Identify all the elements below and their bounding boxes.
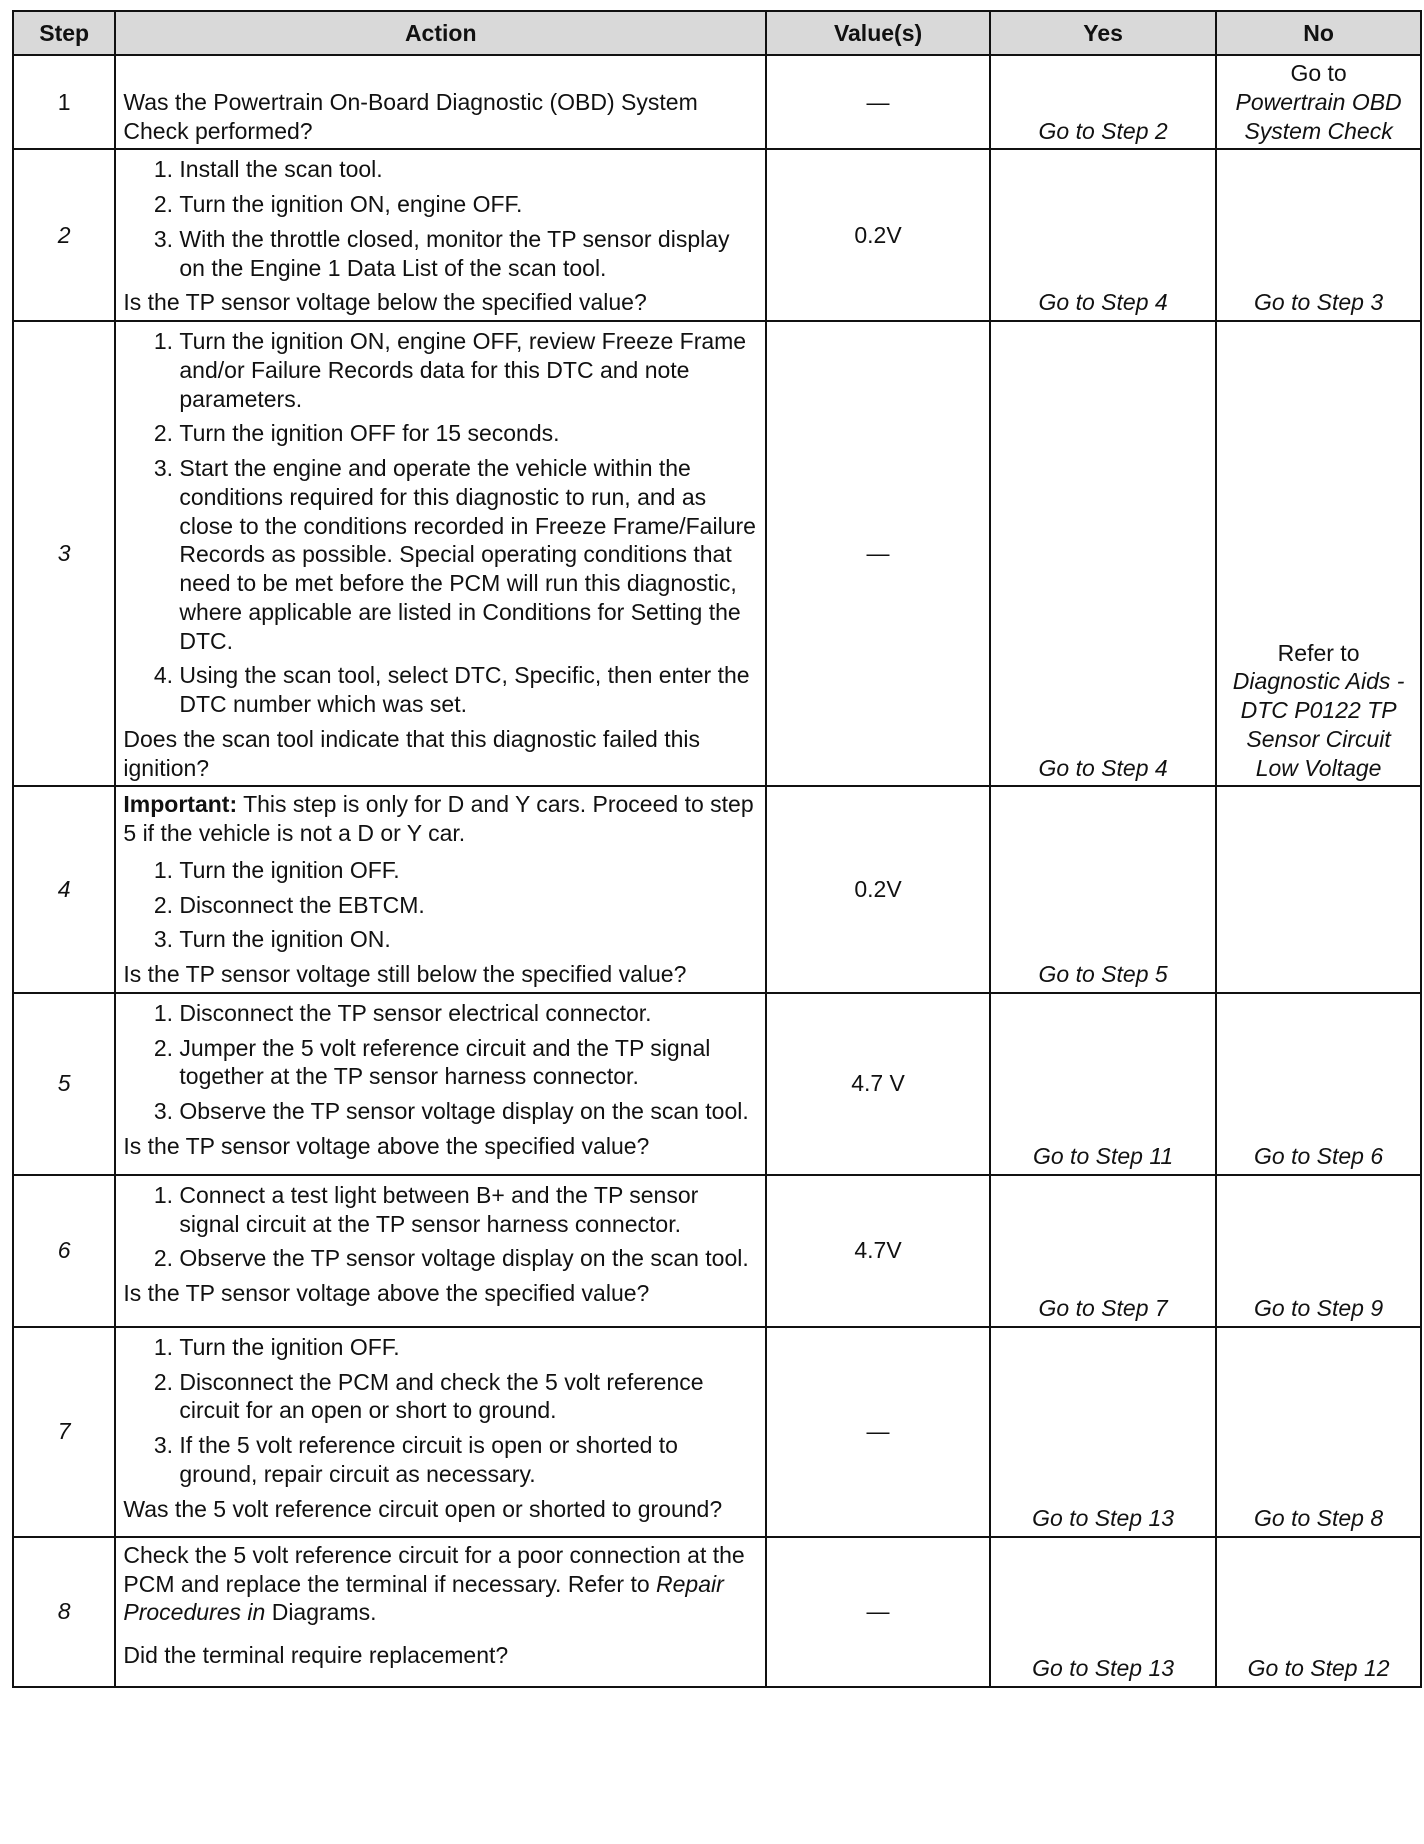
header-action: Action bbox=[115, 11, 766, 55]
yes-cell: Go to Step 5 bbox=[990, 786, 1216, 993]
action-text bbox=[123, 1541, 758, 1627]
action-list bbox=[123, 155, 758, 282]
action-question: Was the Powertrain On-Board Diagnostic (OBD) System Check performed? bbox=[123, 88, 698, 144]
action-question: Is the TP sensor voltage below the specified value? bbox=[123, 289, 647, 316]
important-label: Important: bbox=[123, 791, 238, 818]
no-cell: Go to Step 9 bbox=[1216, 1175, 1421, 1327]
action-cell bbox=[115, 55, 766, 149]
action-cell bbox=[115, 786, 766, 993]
value-cell: — bbox=[766, 55, 990, 149]
header-yes: Yes bbox=[990, 11, 1216, 55]
no-cell: Go to Step 3 bbox=[1216, 149, 1421, 321]
step-number bbox=[13, 993, 115, 1175]
table-row bbox=[13, 1175, 1421, 1327]
action-cell bbox=[115, 993, 766, 1175]
action-item: 3. Turn the ignition ON. bbox=[179, 925, 758, 954]
value-cell: 0.2V bbox=[766, 786, 990, 993]
action-item: 4. Using the scan tool, select DTC, Specific, then enter the DTC number which was set. bbox=[179, 661, 758, 719]
value-cell: 4.7V bbox=[766, 1175, 990, 1327]
action-question: Was the 5 volt reference circuit open or shorted to ground? bbox=[123, 1495, 723, 1522]
no-cell-prefix: Refer to bbox=[1277, 639, 1360, 666]
no-cell bbox=[1216, 786, 1421, 993]
no-cell: Go to Step 12 bbox=[1216, 1537, 1421, 1687]
step-number-text: 5 bbox=[57, 1070, 71, 1097]
step-number-text: 3 bbox=[57, 540, 71, 567]
step-number-text: 6 bbox=[57, 1237, 71, 1264]
no-cell-target: Diagnostic Aids - DTC P0122 TP Sensor Circuit Low Voltage bbox=[1232, 668, 1405, 781]
action-list bbox=[123, 327, 758, 719]
action-item: 2. Disconnect the EBTCM. bbox=[179, 891, 758, 920]
no-cell: Go to Step 6 bbox=[1216, 993, 1421, 1175]
step-number bbox=[13, 149, 115, 321]
no-cell-target: Powertrain OBD System Check bbox=[1235, 88, 1402, 144]
action-list bbox=[123, 1333, 758, 1489]
action-text-end: Diagrams. bbox=[265, 1599, 377, 1626]
action-item: 3. Start the engine and operate the vehicle within the conditions required for this diagnostic to run, and as close to the conditions recorded in Freeze Frame/Failure Records as possible. Special operating conditions that need to be met before the PCM will run this diagnostic, where applicable are listed in Conditions for Setting the DTC. bbox=[179, 454, 758, 655]
step-number-text: 7 bbox=[57, 1418, 71, 1445]
step-number: 1 bbox=[13, 55, 115, 149]
action-cell bbox=[115, 1537, 766, 1687]
action-item: 1. Turn the ignition ON, engine OFF, review Freeze Frame and/or Failure Records data for this DTC and note parameters. bbox=[179, 327, 758, 413]
important-text: This step is only for D and Y cars. Proceed to step 5 if the vehicle is not a D or Y car. bbox=[123, 791, 754, 846]
action-item: 3. Observe the TP sensor voltage display on the scan tool. bbox=[179, 1097, 758, 1126]
action-question: Did the terminal require replacement? bbox=[123, 1642, 509, 1668]
action-text-start: Check the 5 volt reference circuit for a poor connection at the PCM and replace the terminal if necessary. Refer to bbox=[123, 1541, 745, 1597]
action-item: 1. Turn the ignition OFF. bbox=[179, 1333, 758, 1362]
step-number-text: 8 bbox=[57, 1598, 71, 1625]
action-item: 2. Disconnect the PCM and check the 5 volt reference circuit for an open or short to ground. bbox=[179, 1368, 758, 1426]
action-cell bbox=[115, 321, 766, 786]
no-cell bbox=[1216, 55, 1421, 149]
yes-cell: Go to Step 2 bbox=[990, 55, 1216, 149]
value-cell: — bbox=[766, 1327, 990, 1537]
step-number bbox=[13, 786, 115, 993]
header-no: No bbox=[1216, 11, 1421, 55]
action-cell bbox=[115, 1327, 766, 1537]
table-row bbox=[13, 993, 1421, 1175]
table-row bbox=[13, 321, 1421, 786]
table-row bbox=[13, 1327, 1421, 1537]
action-list bbox=[123, 856, 758, 954]
yes-cell: Go to Step 7 bbox=[990, 1175, 1216, 1327]
action-item: 3. With the throttle closed, monitor the TP sensor display on the Engine 1 Data List of the scan tool. bbox=[179, 225, 758, 283]
yes-cell: Go to Step 13 bbox=[990, 1537, 1216, 1687]
header-row bbox=[13, 11, 1421, 55]
action-cell bbox=[115, 1175, 766, 1327]
step-number-text: 2 bbox=[57, 221, 71, 248]
yes-cell: Go to Step 4 bbox=[990, 149, 1216, 321]
diagnostic-table bbox=[12, 10, 1422, 1688]
action-question: Is the TP sensor voltage still below the specified value? bbox=[123, 961, 687, 987]
value-cell: — bbox=[766, 1537, 990, 1687]
action-item: 1. Turn the ignition OFF. bbox=[179, 856, 758, 885]
action-cell bbox=[115, 149, 766, 321]
action-item: 2. Jumper the 5 volt reference circuit and the TP signal together at the TP sensor harness connector. bbox=[179, 1034, 758, 1092]
value-cell: 0.2V bbox=[766, 149, 990, 321]
action-question: Is the TP sensor voltage above the specified value? bbox=[123, 1132, 650, 1159]
no-cell-prefix: Go to bbox=[1290, 60, 1347, 86]
value-cell: 4.7 V bbox=[766, 993, 990, 1175]
step-number-text: 4 bbox=[57, 876, 71, 903]
step-number bbox=[13, 1537, 115, 1687]
yes-cell: Go to Step 4 bbox=[990, 321, 1216, 786]
action-item: 1. Disconnect the TP sensor electrical connector. bbox=[179, 999, 758, 1028]
important-note bbox=[123, 790, 758, 848]
step-number bbox=[13, 321, 115, 786]
action-list bbox=[123, 999, 758, 1126]
action-text-reference: Repair Procedures in bbox=[123, 1570, 724, 1626]
header-step: Step bbox=[13, 11, 115, 55]
no-cell bbox=[1216, 321, 1421, 786]
table-row bbox=[13, 786, 1421, 993]
action-question: Is the TP sensor voltage above the specified value? bbox=[123, 1280, 650, 1306]
value-cell: — bbox=[766, 321, 990, 786]
action-item: 1. Connect a test light between B+ and the TP sensor signal circuit at the TP sensor harness connector. bbox=[179, 1181, 758, 1239]
action-item: 2. Turn the ignition ON, engine OFF. bbox=[179, 190, 758, 219]
table-row bbox=[13, 55, 1421, 149]
action-item: 1. Install the scan tool. bbox=[179, 155, 758, 184]
table-row bbox=[13, 149, 1421, 321]
step-number bbox=[13, 1175, 115, 1327]
yes-cell: Go to Step 13 bbox=[990, 1327, 1216, 1537]
table-row bbox=[13, 1537, 1421, 1687]
action-item: 2. Turn the ignition OFF for 15 seconds. bbox=[179, 419, 758, 448]
no-cell: Go to Step 8 bbox=[1216, 1327, 1421, 1537]
action-item: 2. Observe the TP sensor voltage display on the scan tool. bbox=[179, 1244, 758, 1273]
action-item: 3. If the 5 volt reference circuit is open or shorted to ground, repair circuit as necessary. bbox=[179, 1431, 758, 1489]
action-list bbox=[123, 1181, 758, 1273]
header-values: Value(s) bbox=[766, 11, 990, 55]
step-number bbox=[13, 1327, 115, 1537]
action-question: Does the scan tool indicate that this diagnostic failed this ignition? bbox=[123, 725, 701, 781]
yes-cell: Go to Step 11 bbox=[990, 993, 1216, 1175]
